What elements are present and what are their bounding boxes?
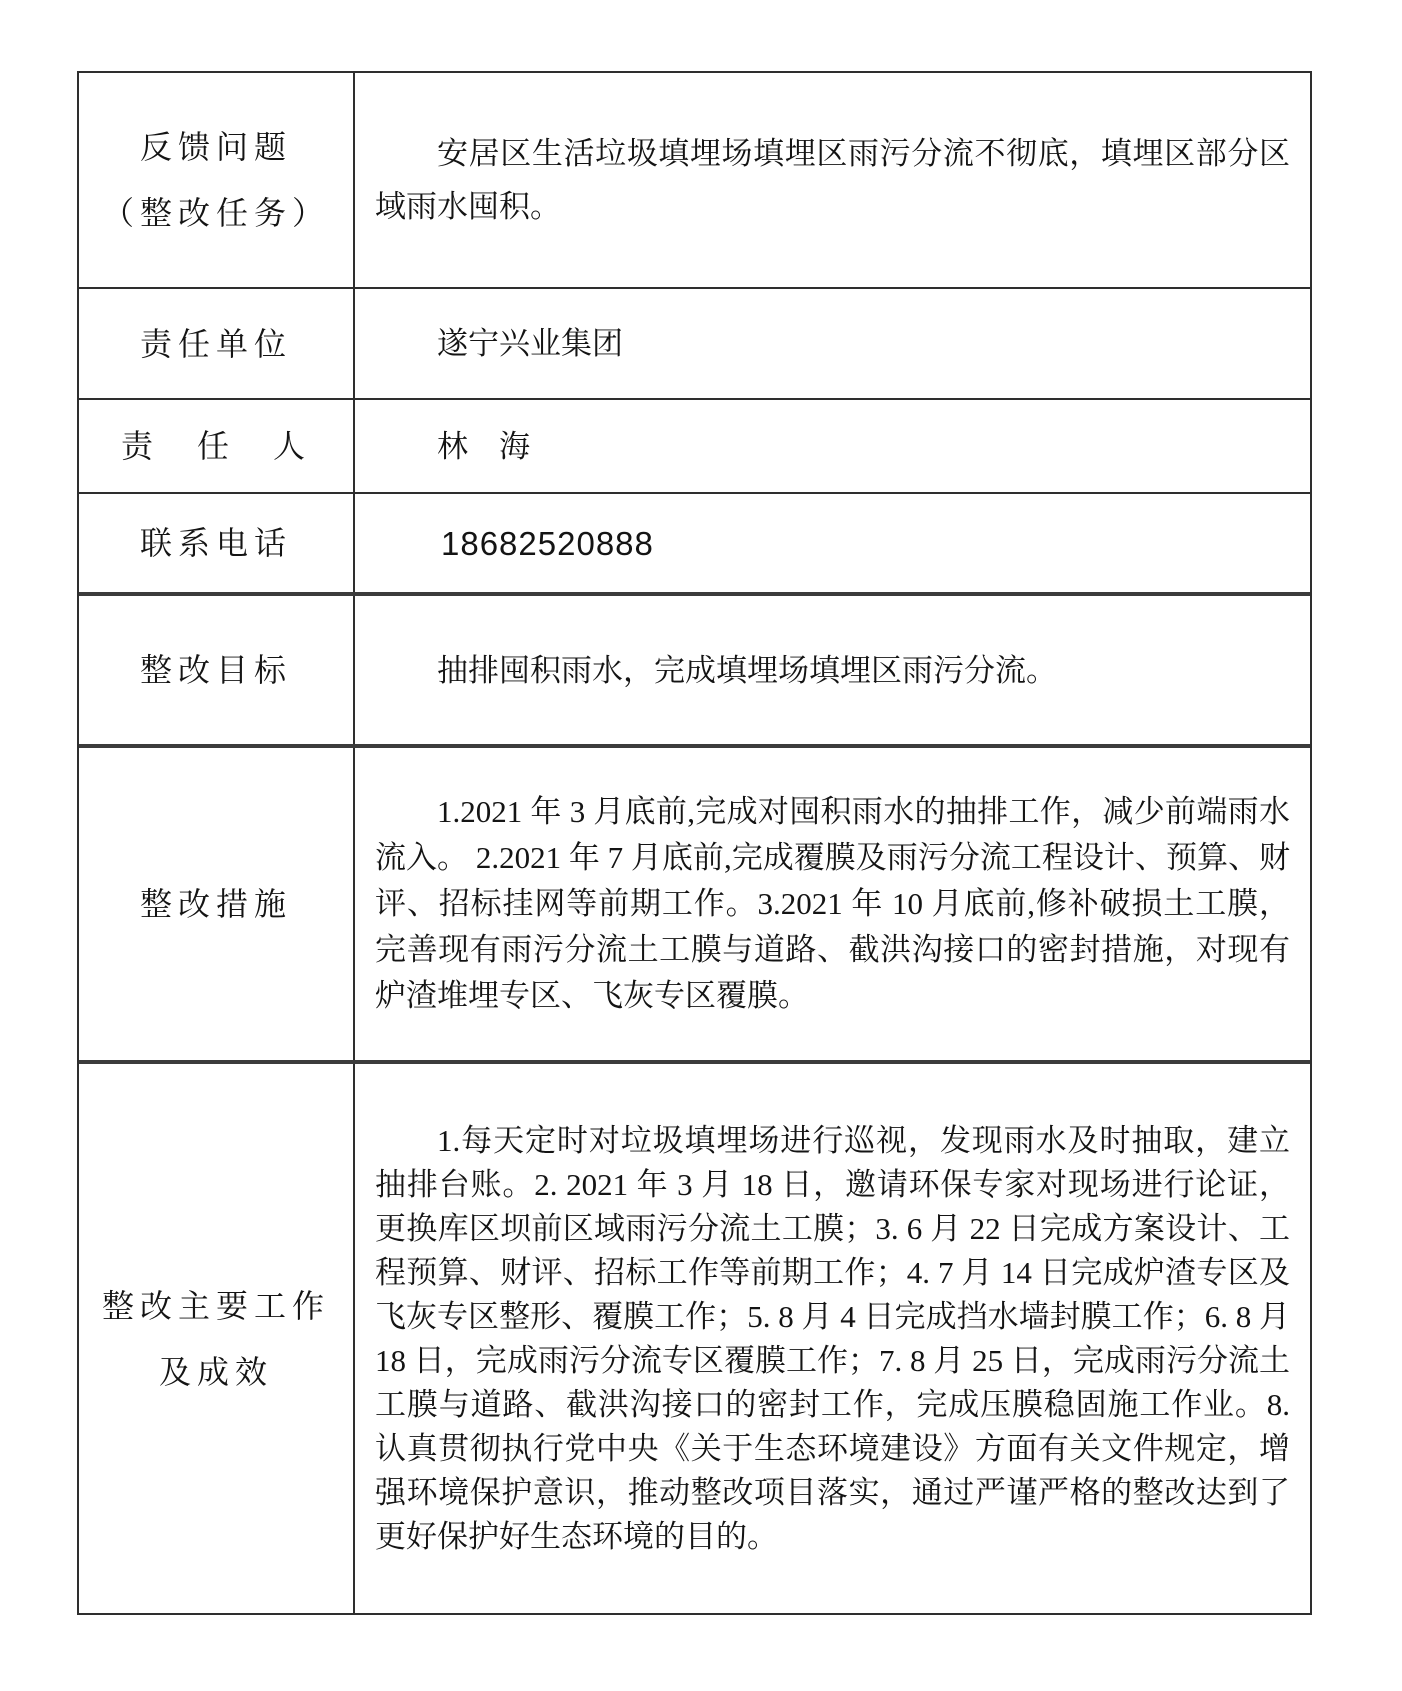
row-value-contact-phone <box>355 494 1310 592</box>
table-row-main-work-results <box>79 1060 1310 1613</box>
label-line: 责任单位 <box>139 325 292 362</box>
responsible-person-text: 林 海 <box>437 428 530 464</box>
rectification-table <box>77 71 1312 1615</box>
rectification-measures-text: 1.2021 年 3 月底前,完成对囤积雨水的抽排工作，减少前端雨水流入。 2.2021 年 7 月底前,完成覆膜及雨污分流工程设计、预算、财评、招标挂网等前期工作。3.2021 年 10 月底前,修补破损土工膜，完善现有雨污分流土工膜与道路、截洪沟接口的密封措施，对现有炉渣堆埋专区、飞灰专区覆膜。 <box>375 794 1290 1013</box>
table-row-feedback-issue <box>79 73 1310 287</box>
row-value-main-work-results <box>355 1064 1310 1613</box>
label-line: 责 任 人 <box>120 428 311 464</box>
table-row-contact-phone <box>79 492 1310 592</box>
table-row-rectification-measures <box>79 744 1310 1060</box>
main-work-results-text: 1.每天定时对垃圾填埋场进行巡视，发现雨水及时抽取，建立抽排台账。2. 2021 年 3 月 18 日，邀请环保专家对现场进行论证，更换库区坝前区域雨污分流土工膜；3. 6 月 22 日完成方案设计、工程预算、财评、招标工作等前期工作；4. 7 月 14 日完成炉渣专区及飞灰专区整形、覆膜工作；5. 8 月 4 日完成挡水墙封膜工作；6. 8 月 18 日，完成雨污分流专区覆膜工作；7. 8 月 25 日，完成雨污分流土工膜与道路、截洪沟接口的密封工作，完成压膜稳固施工作业。8.认真贯彻执行党中央《关于生态环境建设》方面有关文件规定，增强环境保护意识，推动整改项目落实，通过严谨严格的整改达到了更好保护好生态环境的目的。 <box>375 1122 1290 1554</box>
feedback-issue-text: 安居区生活垃圾填埋场填埋区雨污分流不彻底，填埋区部分区域雨水囤积。 <box>375 136 1290 224</box>
row-value-rectification-goal <box>355 596 1310 744</box>
row-label-rectification-goal <box>79 596 355 744</box>
row-value-feedback-issue <box>355 73 1310 287</box>
contact-phone-text: 18682520888 <box>441 524 654 562</box>
label-line: 反馈问题 <box>139 129 292 165</box>
responsible-unit-text: 遂宁兴业集团 <box>437 326 623 361</box>
table-row-rectification-goal <box>79 592 1310 744</box>
row-value-responsible-unit <box>355 289 1310 398</box>
label-line: 联系电话 <box>139 525 292 561</box>
row-label-rectification-measures <box>79 748 355 1060</box>
rectification-goal-text: 抽排囤积雨水，完成填埋场填埋区雨污分流。 <box>437 652 1057 688</box>
label-line: （整改任务） <box>101 195 330 231</box>
row-label-feedback-issue <box>79 73 355 287</box>
row-value-responsible-person <box>355 400 1310 492</box>
row-label-responsible-unit <box>79 289 355 398</box>
row-value-rectification-measures <box>355 748 1310 1060</box>
row-label-responsible-person <box>79 400 355 492</box>
label-line: 整改主要工作 <box>101 1287 330 1324</box>
label-line: 整改目标 <box>139 652 292 688</box>
label-line: 及成效 <box>158 1353 273 1390</box>
label-line: 整改措施 <box>139 886 292 922</box>
row-label-contact-phone <box>79 494 355 592</box>
table-row-responsible-unit <box>79 287 1310 398</box>
row-label-main-work-results <box>79 1064 355 1613</box>
table-row-responsible-person <box>79 398 1310 492</box>
